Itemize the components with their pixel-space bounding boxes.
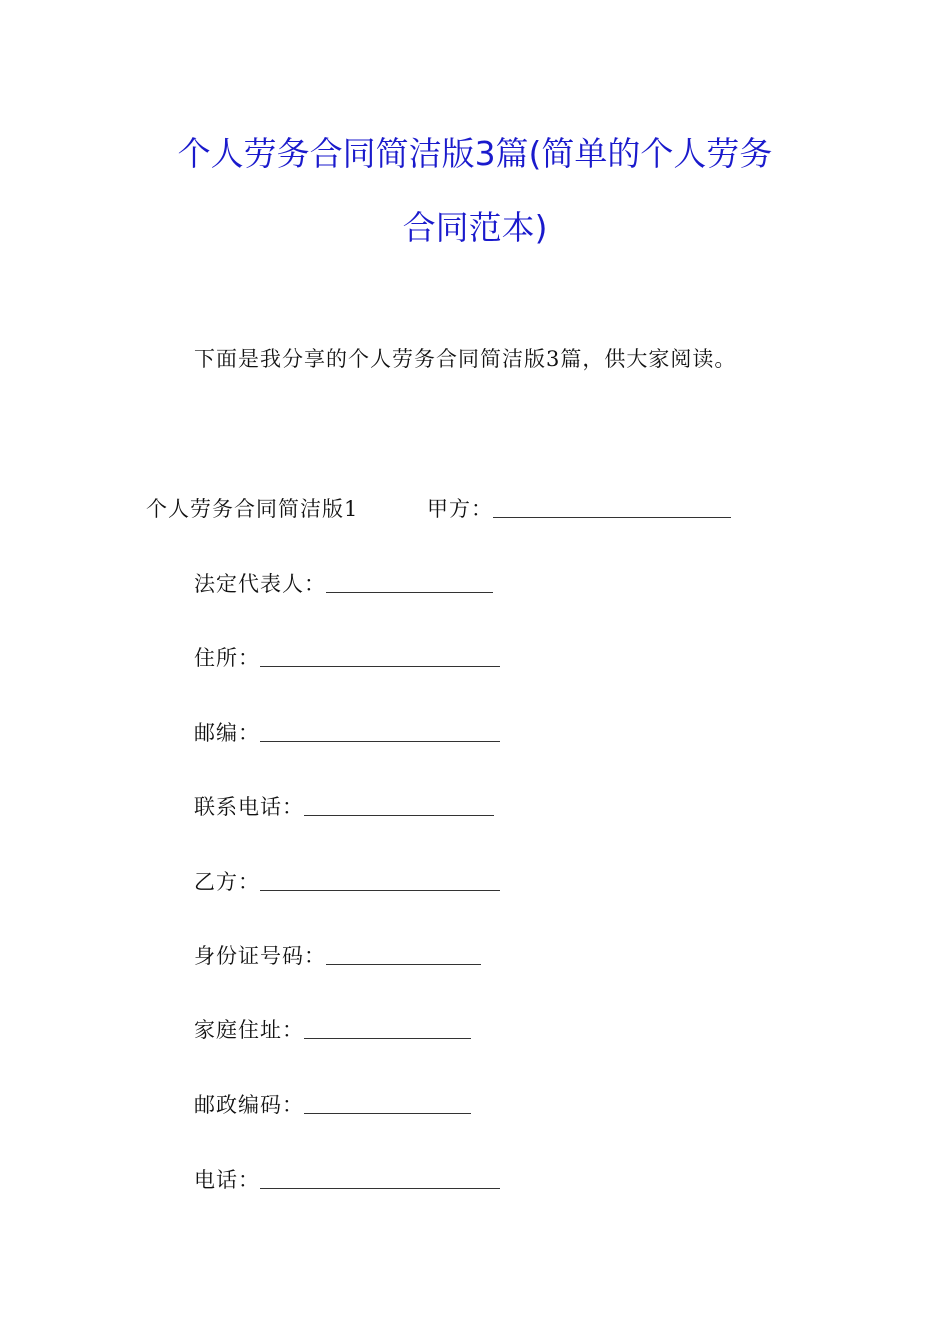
id-number-field — [194, 941, 481, 971]
intro-paragraph: 下面是我分享的个人劳务合同简洁版3篇，供大家阅读。 — [194, 347, 737, 371]
postcode-field — [194, 718, 500, 748]
field-label: 身份证号码： — [194, 944, 326, 968]
fill-in-blank — [260, 644, 500, 667]
section-heading-row — [146, 494, 731, 524]
field-label: 联系电话： — [194, 795, 304, 819]
field-label: 法定代表人： — [194, 572, 326, 596]
telephone-field — [194, 1165, 500, 1195]
party-b-field — [194, 867, 500, 897]
fill-in-blank — [326, 570, 493, 593]
fill-in-blank — [326, 942, 481, 965]
field-label: 邮政编码： — [194, 1093, 304, 1117]
fill-in-blank — [304, 1016, 471, 1039]
home-address-field — [194, 1015, 471, 1045]
fill-in-blank — [304, 1091, 471, 1114]
fill-in-blank — [260, 868, 500, 891]
document-title-line-1: 个人劳务合同简洁版3篇(简单的个人劳务 — [177, 134, 773, 173]
legal-representative-field — [194, 569, 493, 599]
field-label: 电话： — [194, 1168, 260, 1192]
zip-code-field — [194, 1090, 471, 1120]
party-a-blank — [493, 495, 731, 518]
field-label: 家庭住址： — [194, 1018, 304, 1042]
document-title-line-2: 合同范本) — [402, 208, 548, 247]
party-a-label: 甲方： — [427, 497, 493, 521]
field-label: 住所： — [194, 646, 260, 670]
phone-field — [194, 792, 494, 822]
field-label: 邮编： — [194, 721, 260, 745]
section-heading: 个人劳务合同简洁版1 — [146, 497, 359, 521]
fill-in-blank — [260, 719, 500, 742]
field-label: 乙方： — [194, 870, 260, 894]
address-field — [194, 643, 500, 673]
fill-in-blank — [304, 793, 494, 816]
fill-in-blank — [260, 1166, 500, 1189]
